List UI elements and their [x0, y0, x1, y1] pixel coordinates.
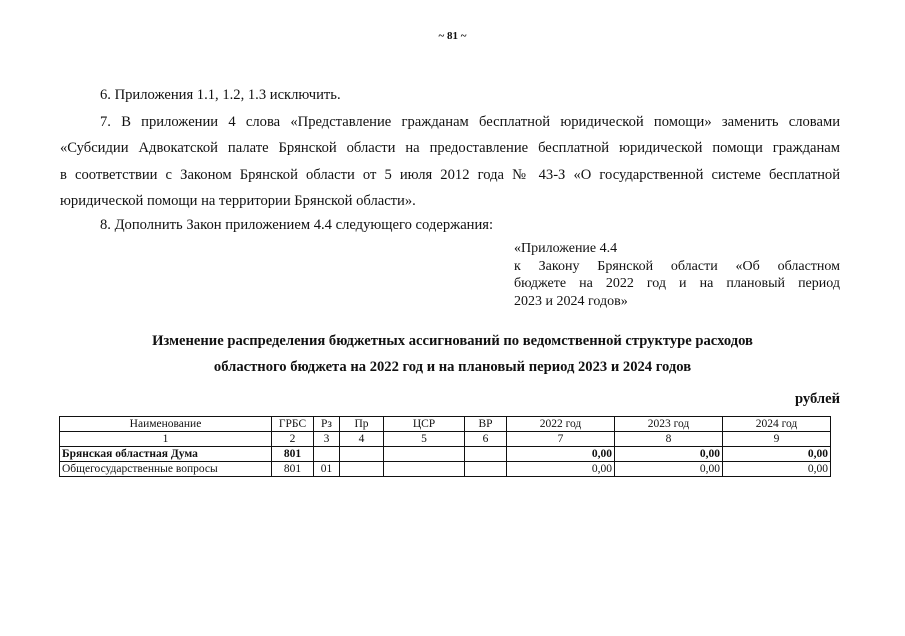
- header-cell: 2023 год: [615, 417, 723, 432]
- table-header-row: [60, 417, 831, 432]
- amount-2024-cell: 0,00: [723, 462, 831, 477]
- header-cell: 2022 год: [507, 417, 615, 432]
- item-7-line: «Субсидии Адвокатской палате Брянской области на предоставление бесплатной юридической помощи гражданам: [60, 140, 840, 157]
- header-cell: Рз: [314, 417, 340, 432]
- header-cell: ЦСР: [384, 417, 465, 432]
- item-8-paragraph: 8. Дополнить Закон приложением 4.4 следующего содержания:: [100, 217, 494, 233]
- csr-cell: [384, 462, 465, 477]
- appendix-note-line: «Приложение 4.4: [514, 241, 618, 256]
- index-cell: 4: [340, 432, 384, 447]
- table-row: [60, 447, 831, 462]
- table-title-line: Изменение распределения бюджетных ассигнований по ведомственной структуре расходов: [152, 333, 753, 349]
- index-cell: 2: [272, 432, 314, 447]
- item-7-line: юридической помощи на территории Брянской области».: [60, 192, 416, 209]
- index-cell: 6: [465, 432, 507, 447]
- header-cell: Пр: [340, 417, 384, 432]
- amount-2023-cell: 0,00: [615, 462, 723, 477]
- header-cell: ВР: [465, 417, 507, 432]
- budget-table: [59, 416, 831, 477]
- index-cell: 7: [507, 432, 615, 447]
- item-7-paragraph: [60, 109, 840, 214]
- rz-cell: 01: [314, 462, 340, 477]
- appendix-note: [514, 240, 840, 310]
- table-index-row: [60, 432, 831, 447]
- index-cell: 1: [60, 432, 272, 447]
- grbs-cell: 801: [272, 447, 314, 462]
- page-number: ~ 81 ~: [438, 30, 467, 42]
- row-name-cell: Брянская областная Дума: [60, 447, 272, 462]
- appendix-note-line: к Закону Брянской области «Об областном: [514, 258, 840, 274]
- pr-cell: [340, 447, 384, 462]
- index-cell: 5: [384, 432, 465, 447]
- rz-cell: [314, 447, 340, 462]
- index-cell: 3: [314, 432, 340, 447]
- grbs-cell: 801: [272, 462, 314, 477]
- item-6-paragraph: 6. Приложения 1.1, 1.2, 1.3 исключить.: [100, 87, 341, 103]
- csr-cell: [384, 447, 465, 462]
- item-7-line: в соответствии с Законом Брянской области от 5 июля 2012 года № 43-З «О государственной системе бесплатной: [60, 166, 840, 183]
- item-7-line: 7. В приложении 4 слова «Представление гражданам бесплатной юридической помощи» заменить словами: [100, 114, 840, 130]
- table-row: [60, 462, 831, 477]
- header-cell: 2024 год: [723, 417, 831, 432]
- currency-unit: рублей: [794, 391, 840, 407]
- appendix-note-line: бюджете на 2022 год и на плановый период: [514, 276, 840, 291]
- amount-2023-cell: 0,00: [615, 447, 723, 462]
- index-cell: 9: [723, 432, 831, 447]
- amount-2022-cell: 0,00: [507, 447, 615, 462]
- vr-cell: [465, 462, 507, 477]
- header-cell: ГРБС: [272, 417, 314, 432]
- amount-2022-cell: 0,00: [507, 462, 615, 477]
- index-cell: 8: [615, 432, 723, 447]
- row-name-cell: Общегосударственные вопросы: [60, 462, 272, 477]
- pr-cell: [340, 462, 384, 477]
- appendix-note-line: 2023 и 2024 годов»: [514, 293, 628, 309]
- table-title-line: областного бюджета на 2022 год и на плановый период 2023 и 2024 годов: [213, 359, 692, 375]
- header-cell: Наименование: [60, 417, 272, 432]
- amount-2024-cell: 0,00: [723, 447, 831, 462]
- vr-cell: [465, 447, 507, 462]
